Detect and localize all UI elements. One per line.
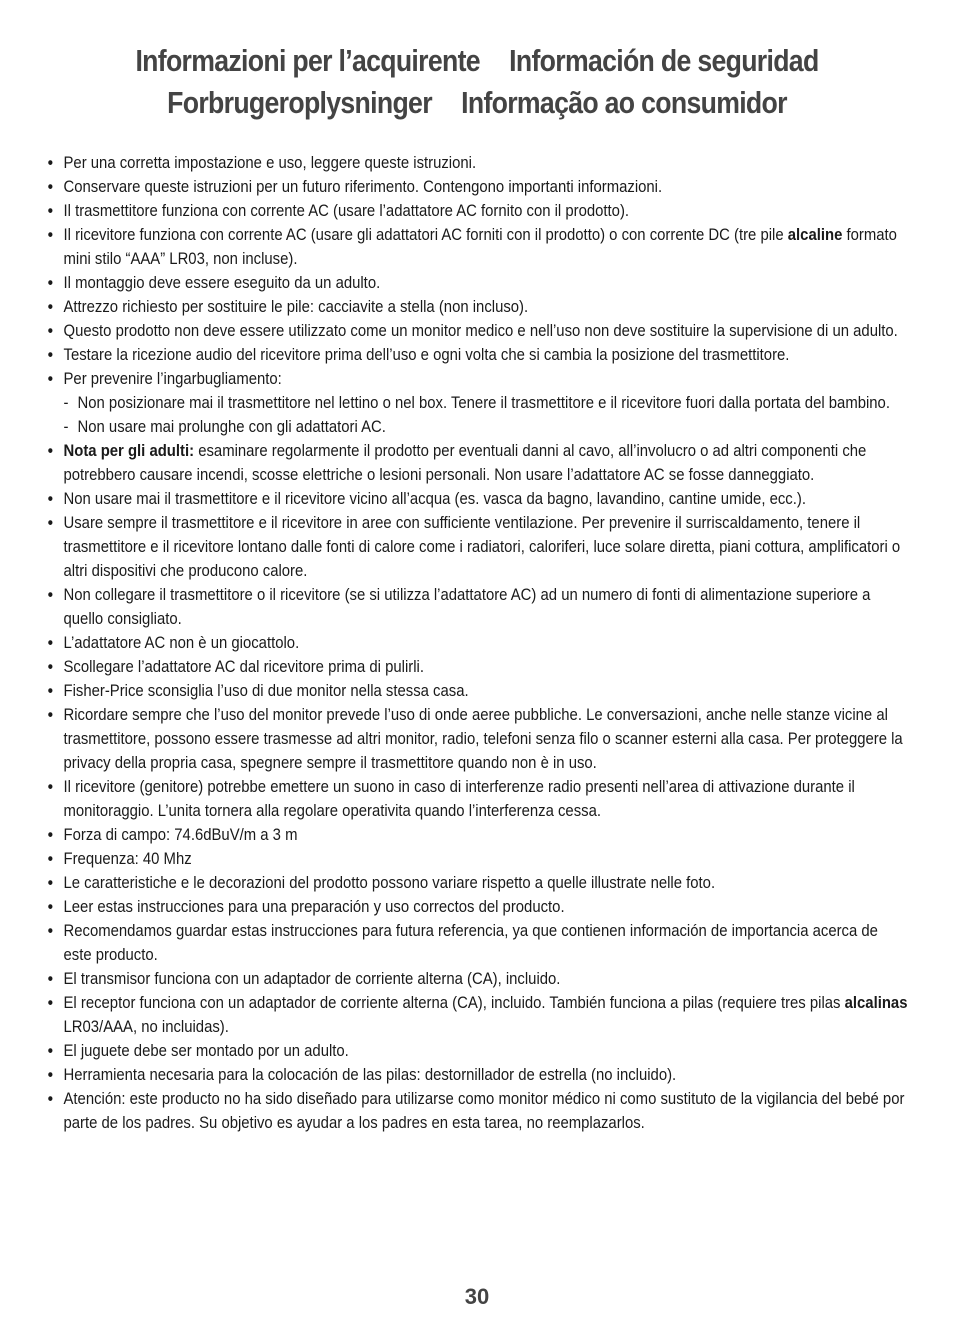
list-item: • El transmisor funciona con un adaptador de corriente alterna (CA), incluido.	[46, 967, 908, 991]
title-portuguese: Informação ao consumidor	[461, 85, 787, 120]
list-item: • Fisher-Price sconsiglia l’uso di due monitor nella stessa casa.	[46, 679, 908, 703]
list-item: • El receptor funciona con un adaptador de corriente alterna (CA), incluido. También funciona a pilas (requiere tres pilas alcalinas LR03/AAA, no incluidas).	[46, 991, 908, 1039]
list-item: • Attrezzo richiesto per sostituire le pile: cacciavite a stella (non incluso).	[46, 295, 908, 319]
list-item: • Usare sempre il trasmettitore e il ricevitore in aree con sufficiente ventilazione. Per prevenire il surriscaldamento, tenere il trasmettitore e il ricevitore lontano dalle fonti di calore come i radiatori, caloriferi, luce solare diretta, piani cottura, amplificatori o altri dispositivi che producono calore.	[46, 511, 908, 583]
list-item: • Per una corretta impostazione e uso, leggere queste istruzioni.	[46, 151, 908, 175]
bold-term: alcaline	[787, 225, 843, 244]
list-item: • Forza di campo: 74.6dBuV/m a 3 m	[46, 823, 908, 847]
safety-content	[46, 151, 908, 1135]
bold-term: Nota per gli adulti:	[63, 441, 195, 460]
title-danish: Forbrugeroplysninger	[167, 85, 432, 120]
spanish-safety-list	[46, 895, 908, 1135]
list-item: • El juguete debe ser montado por un adulto.	[46, 1039, 908, 1063]
header-line-1	[67, 40, 887, 82]
list-item: • Leer estas instrucciones para una preparación y uso correctos del producto.	[46, 895, 908, 919]
list-item: • Atención: este producto no ha sido diseñado para utilizarse como monitor médico ni como sustituto de la vigilancia del bebé por parte de los padres. Su objetivo es ayudar a los padres en esta tarea, no reemplazarlos.	[46, 1087, 908, 1135]
list-item: • Il ricevitore (genitore) potrebbe emettere un suono in caso di interferenze radio presenti nell’area di attivazione durante il monitoraggio. L’unita tornera alla regolare operativita quando l’interferenza cessa.	[46, 775, 908, 823]
list-item: • Il ricevitore funziona con corrente AC (usare gli adattatori AC forniti con il prodotto) o con corrente DC (tre pile alcaline formato mini stilo “AAA” LR03, non incluse).	[46, 223, 908, 271]
list-item: • Il trasmettitore funziona con corrente AC (usare l’adattatore AC fornito con il prodotto).	[46, 199, 908, 223]
header-line-2	[67, 82, 887, 124]
list-item: • Per prevenire l’ingarbugliamento: - Non posizionare mai il trasmettitore nel lettino o nel box. Tenere il trasmettitore e il ricevitore fuori dalla portata del bambino. - Non usare mai prolunghe con gli adattatori AC.	[46, 367, 908, 439]
list-item: • Il montaggio deve essere eseguito da un adulto.	[46, 271, 908, 295]
title-italian: Informazioni per l’acquirente	[135, 43, 480, 78]
list-item: • Frequenza: 40 Mhz	[46, 847, 908, 871]
page-header	[67, 40, 887, 124]
page-number: 30	[464, 1284, 490, 1309]
list-item: • Herramienta necesaria para la colocación de las pilas: destornillador de estrella (no incluido).	[46, 1063, 908, 1087]
sub-list-item: - Non posizionare mai il trasmettitore nel lettino o nel box. Tenere il trasmettitore e il ricevitore fuori dalla portata del bambino.	[64, 391, 908, 415]
list-item: • Nota per gli adulti: esaminare regolarmente il prodotto per eventuali danni al cavo, all’involucro o ad altri componenti che potrebbero causare incendi, scosse elettriche o lesioni personali. Non usare l’adattatore AC se fosse danneggiato.	[46, 439, 908, 487]
list-item: • Questo prodotto non deve essere utilizzato come un monitor medico e nell’uso non deve sostituire la supervisione di un adulto.	[46, 319, 908, 343]
list-item: • Recomendamos guardar estas instrucciones para futura referencia, ya que contienen información de importancia acerca de este producto.	[46, 919, 908, 967]
sub-list-item: - Non usare mai prolunghe con gli adattatori AC.	[64, 415, 908, 439]
bold-term: alcalinas	[844, 993, 908, 1012]
list-item: • L’adattatore AC non è un giocattolo.	[46, 631, 908, 655]
list-item: • Non usare mai il trasmettitore e il ricevitore vicino all’acqua (es. vasca da bagno, lavandino, cantine umide, ecc.).	[46, 487, 908, 511]
title-spanish: Información de seguridad	[509, 43, 819, 78]
sub-list	[64, 391, 908, 439]
list-item: • Non collegare il trasmettitore o il ricevitore (se si utilizza l’adattatore AC) ad un numero di fonti di alimentazione superiore a quello consigliato.	[46, 583, 908, 631]
italian-safety-list	[46, 151, 908, 895]
list-item: • Testare la ricezione audio del ricevitore prima dell’uso e ogni volta che si cambia la posizione del trasmettitore.	[46, 343, 908, 367]
list-item: • Ricordare sempre che l’uso del monitor prevede l’uso di onde aeree pubbliche. Le conversazioni, anche nelle stanze vicine al trasmettitore, possono essere trasmesse ad altri monitor, radio, telefoni senza filo o scanner esterni alla casa. Per proteggere la privacy della propria casa, spegnere sempre il trasmettitore quando non è in uso.	[46, 703, 908, 775]
list-item: • Le caratteristiche e le decorazioni del prodotto possono variare rispetto a quelle illustrate nelle foto.	[46, 871, 908, 895]
list-item: • Scollegare l’adattatore AC dal ricevitore prima di pulirli.	[46, 655, 908, 679]
list-item: • Conservare queste istruzioni per un futuro riferimento. Contengono importanti informazioni.	[46, 175, 908, 199]
